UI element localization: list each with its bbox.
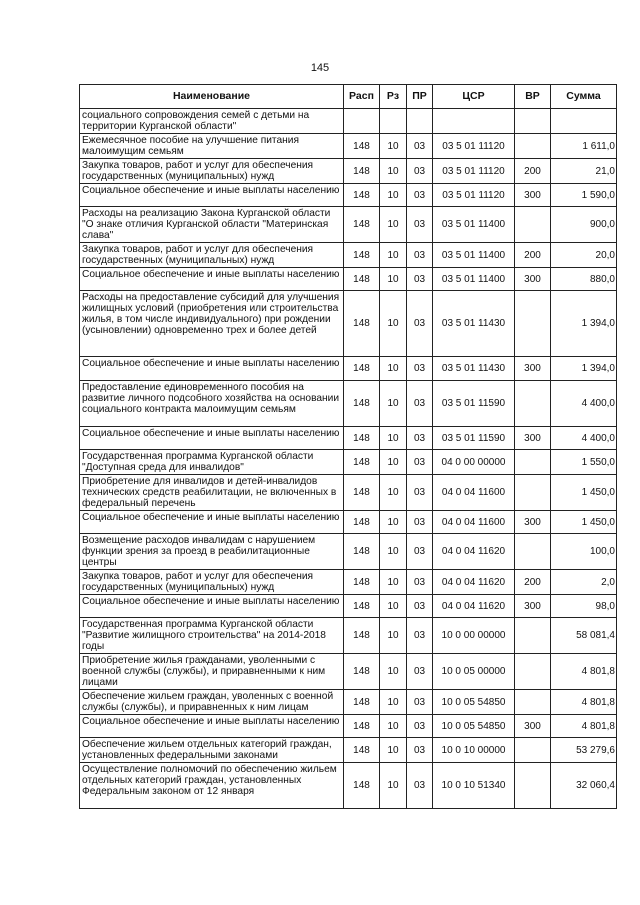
cell-vr: 300 xyxy=(515,268,551,291)
cell-csr: 04 0 04 11620 xyxy=(433,534,515,570)
cell-pr: 03 xyxy=(407,243,433,268)
cell-sum: 1 450,0 xyxy=(551,511,617,534)
cell-rasp: 148 xyxy=(344,738,380,763)
table-row xyxy=(80,738,617,763)
cell-name: Обеспечение жильем отдельных категорий граждан, установленных федеральными законами xyxy=(80,738,344,763)
cell-name: Обеспечение жильем граждан, уволенных с военной службы (службы), и приравненных к ним лицам xyxy=(80,690,344,715)
table-row xyxy=(80,618,617,654)
cell-sum: 1 394,0 xyxy=(551,291,617,357)
cell-vr xyxy=(515,291,551,357)
cell-vr xyxy=(515,654,551,690)
cell-vr: 200 xyxy=(515,159,551,184)
cell-csr: 10 0 00 00000 xyxy=(433,618,515,654)
table-row xyxy=(80,690,617,715)
cell-csr: 04 0 04 11600 xyxy=(433,475,515,511)
cell-pr: 03 xyxy=(407,654,433,690)
table-row xyxy=(80,243,617,268)
table-header-row xyxy=(80,85,617,109)
cell-rz xyxy=(380,109,407,134)
cell-sum: 4 400,0 xyxy=(551,427,617,450)
cell-name: Социальное обеспечение и иные выплаты населению xyxy=(80,184,344,207)
cell-csr: 10 0 10 00000 xyxy=(433,738,515,763)
cell-sum: 58 081,4 xyxy=(551,618,617,654)
cell-csr xyxy=(433,109,515,134)
cell-rz: 10 xyxy=(380,381,407,427)
cell-name: Государственная программа Курганской области "Развитие жилищного строительства" на 2014-2018 годы xyxy=(80,618,344,654)
cell-vr: 200 xyxy=(515,243,551,268)
cell-pr: 03 xyxy=(407,715,433,738)
page-number: 145 xyxy=(310,62,330,74)
table-row xyxy=(80,654,617,690)
cell-sum: 1 611,0 xyxy=(551,134,617,159)
cell-sum: 4 801,8 xyxy=(551,690,617,715)
cell-name: Приобретение жилья гражданами, уволенными с военной службы (службы), и приравненными к ним лицами xyxy=(80,654,344,690)
cell-rz: 10 xyxy=(380,618,407,654)
cell-name: Социальное обеспечение и иные выплаты населению xyxy=(80,268,344,291)
cell-vr: 300 xyxy=(515,595,551,618)
cell-sum: 900,0 xyxy=(551,207,617,243)
header-csr: ЦСР xyxy=(433,85,515,109)
header-pr: ПР xyxy=(407,85,433,109)
cell-rasp: 148 xyxy=(344,159,380,184)
table-row xyxy=(80,715,617,738)
cell-name: Социальное обеспечение и иные выплаты населению xyxy=(80,595,344,618)
cell-csr: 03 5 01 11400 xyxy=(433,243,515,268)
table-row xyxy=(80,381,617,427)
cell-rz: 10 xyxy=(380,450,407,475)
cell-rasp: 148 xyxy=(344,184,380,207)
table-row xyxy=(80,475,617,511)
cell-rasp: 148 xyxy=(344,511,380,534)
cell-rasp: 148 xyxy=(344,534,380,570)
cell-name: Закупка товаров, работ и услуг для обеспечения государственных (муниципальных) нужд xyxy=(80,570,344,595)
cell-sum: 4 801,8 xyxy=(551,654,617,690)
cell-csr: 03 5 01 11430 xyxy=(433,291,515,357)
cell-rz: 10 xyxy=(380,475,407,511)
cell-pr: 03 xyxy=(407,763,433,809)
table-row xyxy=(80,184,617,207)
table-row xyxy=(80,427,617,450)
cell-pr: 03 xyxy=(407,570,433,595)
cell-name: Закупка товаров, работ и услуг для обеспечения государственных (муниципальных) нужд xyxy=(80,243,344,268)
header-vr: ВР xyxy=(515,85,551,109)
cell-rasp: 148 xyxy=(344,427,380,450)
cell-rasp: 148 xyxy=(344,291,380,357)
cell-rz: 10 xyxy=(380,570,407,595)
cell-sum: 100,0 xyxy=(551,534,617,570)
cell-csr: 03 5 01 11590 xyxy=(433,427,515,450)
cell-vr xyxy=(515,534,551,570)
cell-name: Осуществление полномочий по обеспечению жильем отдельных категорий граждан, установленных Федеральным законом от 12 января xyxy=(80,763,344,809)
cell-pr: 03 xyxy=(407,134,433,159)
cell-pr: 03 xyxy=(407,475,433,511)
cell-pr: 03 xyxy=(407,381,433,427)
cell-name: Расходы на предоставление субсидий для улучшения жилищных условий (приобретения или строительства жилья, в том числе индивидуального) при рождении (усыновлении) одновременно трех и более детей xyxy=(80,291,344,357)
cell-rz: 10 xyxy=(380,763,407,809)
cell-pr: 03 xyxy=(407,534,433,570)
table-row xyxy=(80,134,617,159)
table-row xyxy=(80,570,617,595)
cell-sum: 20,0 xyxy=(551,243,617,268)
cell-rasp: 148 xyxy=(344,243,380,268)
cell-rasp: 148 xyxy=(344,570,380,595)
cell-csr: 03 5 01 11120 xyxy=(433,184,515,207)
cell-rz: 10 xyxy=(380,268,407,291)
cell-vr xyxy=(515,381,551,427)
cell-name: Социальное обеспечение и иные выплаты населению xyxy=(80,427,344,450)
cell-vr xyxy=(515,690,551,715)
cell-vr: 300 xyxy=(515,357,551,381)
cell-rasp: 148 xyxy=(344,763,380,809)
cell-rz: 10 xyxy=(380,291,407,357)
cell-sum: 880,0 xyxy=(551,268,617,291)
cell-vr: 300 xyxy=(515,184,551,207)
cell-pr: 03 xyxy=(407,450,433,475)
cell-csr: 10 0 05 00000 xyxy=(433,654,515,690)
cell-sum: 1 550,0 xyxy=(551,450,617,475)
cell-name: Ежемесячное пособие на улучшение питания малоимущим семьям xyxy=(80,134,344,159)
cell-rz: 10 xyxy=(380,738,407,763)
cell-csr: 04 0 04 11620 xyxy=(433,570,515,595)
cell-rz: 10 xyxy=(380,715,407,738)
cell-vr xyxy=(515,763,551,809)
cell-sum: 1 450,0 xyxy=(551,475,617,511)
table-row xyxy=(80,357,617,381)
cell-rasp: 148 xyxy=(344,357,380,381)
table-row xyxy=(80,763,617,809)
cell-name: Государственная программа Курганской области "Доступная среда для инвалидов" xyxy=(80,450,344,475)
cell-rasp: 148 xyxy=(344,134,380,159)
cell-vr xyxy=(515,109,551,134)
cell-pr: 03 xyxy=(407,427,433,450)
cell-rz: 10 xyxy=(380,595,407,618)
cell-name: Социальное обеспечение и иные выплаты населению xyxy=(80,357,344,381)
table-row xyxy=(80,109,617,134)
cell-sum: 21,0 xyxy=(551,159,617,184)
cell-sum: 53 279,6 xyxy=(551,738,617,763)
cell-csr: 03 5 01 11590 xyxy=(433,381,515,427)
header-rz: Рз xyxy=(380,85,407,109)
cell-rasp: 148 xyxy=(344,475,380,511)
cell-csr: 10 0 05 54850 xyxy=(433,690,515,715)
table-row xyxy=(80,534,617,570)
table-row xyxy=(80,291,617,357)
cell-pr: 03 xyxy=(407,159,433,184)
header-name: Наименование xyxy=(80,85,344,109)
cell-rz: 10 xyxy=(380,207,407,243)
cell-rz: 10 xyxy=(380,511,407,534)
cell-vr xyxy=(515,738,551,763)
cell-csr: 03 5 01 11400 xyxy=(433,207,515,243)
cell-pr: 03 xyxy=(407,690,433,715)
cell-csr: 10 0 10 51340 xyxy=(433,763,515,809)
cell-rz: 10 xyxy=(380,357,407,381)
cell-pr xyxy=(407,109,433,134)
cell-vr xyxy=(515,450,551,475)
cell-csr: 03 5 01 11120 xyxy=(433,159,515,184)
table-row xyxy=(80,511,617,534)
table-row xyxy=(80,450,617,475)
budget-table xyxy=(79,84,617,809)
cell-vr: 300 xyxy=(515,511,551,534)
cell-pr: 03 xyxy=(407,207,433,243)
cell-csr: 03 5 01 11430 xyxy=(433,357,515,381)
cell-pr: 03 xyxy=(407,511,433,534)
cell-name: социального сопровождения семей с детьми на территории Курганской области" xyxy=(80,109,344,134)
cell-rasp: 148 xyxy=(344,715,380,738)
cell-rasp: 148 xyxy=(344,450,380,475)
cell-rasp: 148 xyxy=(344,654,380,690)
header-rasp: Расп xyxy=(344,85,380,109)
cell-vr: 200 xyxy=(515,570,551,595)
header-sum: Сумма xyxy=(551,85,617,109)
cell-pr: 03 xyxy=(407,184,433,207)
cell-pr: 03 xyxy=(407,268,433,291)
cell-sum: 2,0 xyxy=(551,570,617,595)
table-row xyxy=(80,268,617,291)
cell-csr: 03 5 01 11120 xyxy=(433,134,515,159)
cell-name: Социальное обеспечение и иные выплаты населению xyxy=(80,511,344,534)
cell-rasp: 148 xyxy=(344,690,380,715)
cell-vr xyxy=(515,475,551,511)
cell-rz: 10 xyxy=(380,243,407,268)
cell-name: Предоставление единовременного пособия на развитие личного подсобного хозяйства на основании социального контракта малоимущим семьям xyxy=(80,381,344,427)
cell-name: Социальное обеспечение и иные выплаты населению xyxy=(80,715,344,738)
cell-rz: 10 xyxy=(380,690,407,715)
cell-rasp xyxy=(344,109,380,134)
cell-pr: 03 xyxy=(407,595,433,618)
cell-sum: 4 801,8 xyxy=(551,715,617,738)
cell-rasp: 148 xyxy=(344,618,380,654)
cell-vr xyxy=(515,207,551,243)
cell-pr: 03 xyxy=(407,357,433,381)
cell-rz: 10 xyxy=(380,427,407,450)
cell-rz: 10 xyxy=(380,134,407,159)
cell-rz: 10 xyxy=(380,159,407,184)
cell-vr: 300 xyxy=(515,427,551,450)
cell-csr: 04 0 00 00000 xyxy=(433,450,515,475)
cell-pr: 03 xyxy=(407,291,433,357)
cell-name: Возмещение расходов инвалидам с нарушением функции зрения за проезд в реабилитационные центры xyxy=(80,534,344,570)
cell-sum: 1 590,0 xyxy=(551,184,617,207)
cell-pr: 03 xyxy=(407,738,433,763)
cell-sum: 32 060,4 xyxy=(551,763,617,809)
cell-name: Приобретение для инвалидов и детей-инвалидов технических средств реабилитации, не включенных в федеральный перечень xyxy=(80,475,344,511)
cell-sum: 98,0 xyxy=(551,595,617,618)
cell-rasp: 148 xyxy=(344,207,380,243)
cell-rasp: 148 xyxy=(344,595,380,618)
cell-rasp: 148 xyxy=(344,268,380,291)
cell-rasp: 148 xyxy=(344,381,380,427)
cell-vr xyxy=(515,134,551,159)
table-row xyxy=(80,159,617,184)
cell-vr: 300 xyxy=(515,715,551,738)
cell-rz: 10 xyxy=(380,654,407,690)
cell-csr: 04 0 04 11600 xyxy=(433,511,515,534)
cell-pr: 03 xyxy=(407,618,433,654)
table-row xyxy=(80,207,617,243)
cell-sum: 4 400,0 xyxy=(551,381,617,427)
cell-csr: 03 5 01 11400 xyxy=(433,268,515,291)
cell-sum xyxy=(551,109,617,134)
cell-rz: 10 xyxy=(380,184,407,207)
cell-sum: 1 394,0 xyxy=(551,357,617,381)
table-body xyxy=(80,109,617,809)
cell-name: Закупка товаров, работ и услуг для обеспечения государственных (муниципальных) нужд xyxy=(80,159,344,184)
cell-vr xyxy=(515,618,551,654)
table-row xyxy=(80,595,617,618)
cell-csr: 04 0 04 11620 xyxy=(433,595,515,618)
cell-csr: 10 0 05 54850 xyxy=(433,715,515,738)
cell-name: Расходы на реализацию Закона Курганской области "О знаке отличия Курганской области "Материнская слава" xyxy=(80,207,344,243)
cell-rz: 10 xyxy=(380,534,407,570)
